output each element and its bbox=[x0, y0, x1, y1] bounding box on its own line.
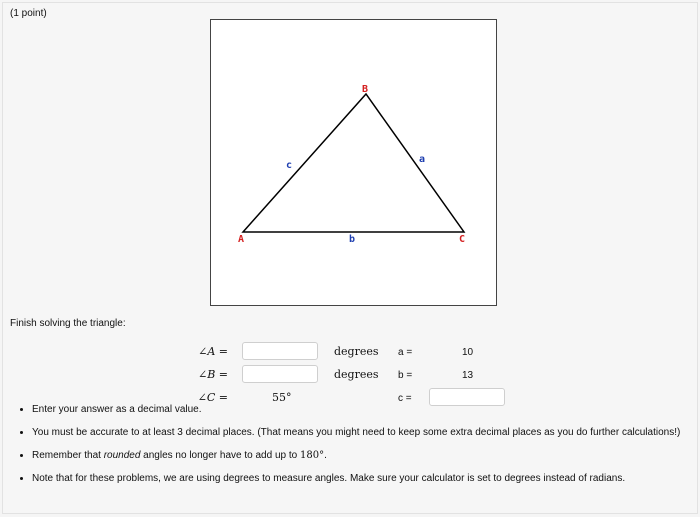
angle-c-label: ∠C = bbox=[197, 391, 228, 404]
side-label-b: b bbox=[349, 234, 356, 245]
note-accuracy bbox=[32, 427, 692, 439]
instruction-text: Finish solving the triangle: bbox=[10, 318, 126, 329]
side-a-value: 10 bbox=[462, 347, 474, 358]
note-decimal-text: Enter your answer as a decimal value. bbox=[32, 404, 202, 415]
side-c-label: c = bbox=[398, 393, 412, 404]
note-rounded-post: . bbox=[324, 450, 327, 461]
vertex-label-b: B bbox=[362, 84, 369, 95]
triangle-shape bbox=[243, 94, 464, 232]
side-label-a: a bbox=[419, 154, 426, 165]
note-rounded-emphasis: rounded bbox=[103, 450, 141, 461]
angle-b-label: ∠B = bbox=[197, 368, 228, 381]
note-rounded bbox=[32, 450, 692, 462]
side-b-value: 13 bbox=[462, 370, 474, 381]
angle-b-input[interactable] bbox=[242, 365, 318, 383]
triangle-figure bbox=[210, 19, 497, 306]
angle-a-input[interactable] bbox=[242, 342, 318, 360]
vertex-label-c: C bbox=[459, 234, 466, 245]
note-accuracy-text: You must be accurate to at least 3 decimal places. (That means you might need to keep some extra decimal places as you do further calculations!) bbox=[32, 427, 681, 438]
note-rounded-pre: Remember that bbox=[32, 450, 104, 461]
note-degrees-text: Note that for these problems, we are using degrees to measure angles. Make sure your calculator is set to degrees instead of radians. bbox=[32, 473, 626, 484]
side-a-label: a = bbox=[398, 347, 413, 358]
vertex-label-a: A bbox=[238, 234, 245, 245]
angle-a-label: ∠A = bbox=[198, 345, 228, 358]
note-rounded-mid: angles no longer have to add up to bbox=[140, 450, 300, 461]
angle-b-unit: degrees bbox=[334, 368, 379, 381]
angle-a-unit: degrees bbox=[334, 345, 379, 358]
note-decimal bbox=[32, 404, 692, 416]
note-degrees bbox=[32, 473, 692, 485]
triangle-svg bbox=[211, 20, 496, 305]
angle-c-value: 55° bbox=[272, 391, 292, 404]
side-b-label: b = bbox=[398, 370, 413, 381]
point-value: (1 point) bbox=[10, 8, 47, 19]
instructions-list bbox=[18, 404, 692, 485]
side-label-c: c bbox=[286, 160, 293, 171]
note-rounded-value: 180° bbox=[299, 450, 325, 461]
